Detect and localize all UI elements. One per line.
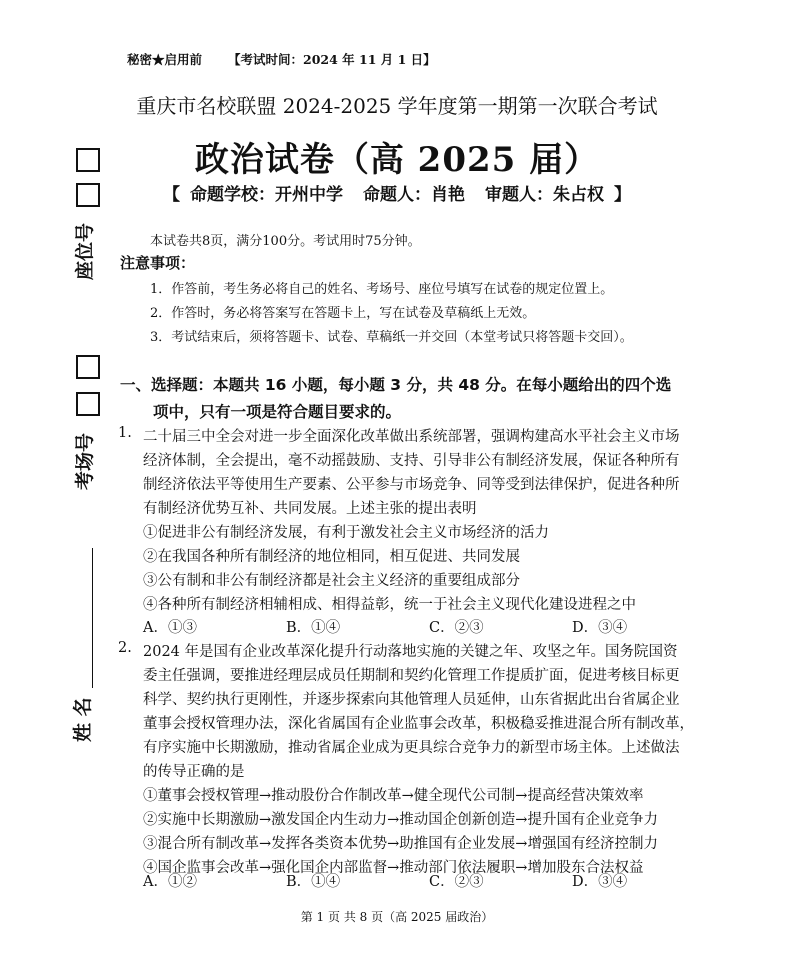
room-box[interactable] <box>76 355 100 379</box>
exam-title-line1: 重庆市名校联盟 2024-2025 学年度第一期第一次联合考试 <box>136 94 658 118</box>
seat-number-label: 座位号 <box>74 222 96 280</box>
exam-time: 【考试时间：2024 年 11 月 1 日】 <box>228 52 436 67</box>
question-choice: ①促进非公有制经济发展，有利于激发社会主义市场经济的活力 <box>143 525 549 541</box>
question-number: 1. <box>118 425 132 441</box>
room-box[interactable] <box>76 392 100 416</box>
option-d[interactable]: D．③④ <box>572 620 628 636</box>
exam-title-subject: 政治试卷（高 2025 届） <box>194 140 600 180</box>
note-item: 1．作答前，考生务必将自己的姓名、考场号、座位号填写在试卷的规定位置上。 <box>150 282 614 297</box>
option-d[interactable]: D．③④ <box>572 874 628 890</box>
option-a[interactable]: A．①② <box>143 874 197 890</box>
notes-title: 注意事项： <box>120 254 196 272</box>
exam-info: 本试卷共8页，满分100分。考试用时75分钟。 <box>150 234 421 249</box>
question-choice: ④国企监事会改革→强化国企内部监督→推动部门依法履职→增加股东合法权益 <box>143 860 644 876</box>
question-line: 2024 年是国有企业改革深化提升行动落地实施的关键之年、攻坚之年。国务院国资 <box>143 644 678 660</box>
section-heading-line1: 一、选择题：本题共 16 小题，每小题 3 分，共 48 分。在每小题给出的四个选 <box>120 376 672 394</box>
question-choice: ③混合所有制改革→发挥各类资本优势→助推国有企业发展→增强国有经济控制力 <box>143 836 658 852</box>
question-choice: ①董事会授权管理→推动股份合作制改革→健全现代公司制→提高经营决策效率 <box>143 788 644 804</box>
seat-box[interactable] <box>76 148 100 172</box>
question-choice: ②实施中长期激励→激发国企内生动力→推动国企创新创造→提升国有企业竞争力 <box>143 812 658 828</box>
question-choice: ②在我国各种所有制经济的地位相同，相互促进、共同发展 <box>143 549 520 565</box>
question-number: 2. <box>118 640 132 656</box>
section-heading-line2: 项中，只有一项是符合题目要求的。 <box>153 403 402 421</box>
question-line: 有制经济优势互补、共同发展。上述主张的提出表明 <box>143 501 477 517</box>
question-choice: ④各种所有制经济相辅相成、相得益彰，统一于社会主义现代化建设进程之中 <box>143 597 636 613</box>
bracket-open: 【 <box>163 185 180 205</box>
question-line: 科学、契约执行更刚性，并逐步探索向其他管理人员延伸，山东省据此出台省属企业 <box>143 692 680 708</box>
secret-label: 秘密★启用前 <box>127 52 203 67</box>
question-line: 有序实施中长期激励，推动省属企业成为更具综合竞争力的新型市场主体。上述做法 <box>143 740 680 756</box>
option-c[interactable]: C．②③ <box>429 874 484 890</box>
question-line: 二十届三中全会对进一步全面深化改革做出系统部署，强调构建高水平社会主义市场 <box>143 429 680 445</box>
exam-room-label: 考场号 <box>74 432 96 490</box>
answer-options <box>143 616 715 637</box>
exam-authors <box>0 180 794 205</box>
option-b[interactable]: B．①④ <box>286 874 341 890</box>
reviewer-name: 审题人：朱占权 <box>485 185 604 205</box>
exam-header <box>127 50 462 68</box>
student-name-label: 姓 名 <box>72 697 94 742</box>
name-underline[interactable] <box>92 548 93 688</box>
author-name: 命题人：肖艳 <box>363 185 465 205</box>
option-a[interactable]: A．①③ <box>143 620 197 636</box>
note-item: 3．考试结束后，须将答题卡、试卷、草稿纸一并交回（本堂考试只将答题卡交回）。 <box>150 330 633 345</box>
question-line: 经济体制，全会提出，毫不动摇鼓励、支持、引导非公有制经济发展，保证各种所有 <box>143 453 680 469</box>
question-line: 制经济依法平等使用生产要素、公平参与市场竞争、同等受到法律保护，促进各种所 <box>143 477 680 493</box>
question-line: 的传导正确的是 <box>143 764 245 780</box>
note-item: 2．作答时，务必将答案写在答题卡上，写在试卷及草稿纸上无效。 <box>150 306 536 321</box>
page-footer: 第 1 页 共 8 页（高 2025 届政治） <box>300 910 494 924</box>
question-choice: ③公有制和非公有制经济都是社会主义经济的重要组成部分 <box>143 573 520 589</box>
seat-box[interactable] <box>76 183 100 207</box>
bracket-close: 】 <box>614 185 631 205</box>
section-heading <box>120 372 680 426</box>
author-school: 命题学校：开州中学 <box>190 185 343 205</box>
question-line: 董事会授权管理办法，深化省属国有企业监事会改革，积极稳妥推进混合所有制改革， <box>143 716 694 732</box>
answer-options <box>143 870 715 891</box>
question-line: 委主任强调，要推进经理层成员任期制和契约化管理工作提质扩面，促进考核目标更 <box>143 668 680 684</box>
option-c[interactable]: C．②③ <box>429 620 484 636</box>
option-b[interactable]: B．①④ <box>286 620 341 636</box>
